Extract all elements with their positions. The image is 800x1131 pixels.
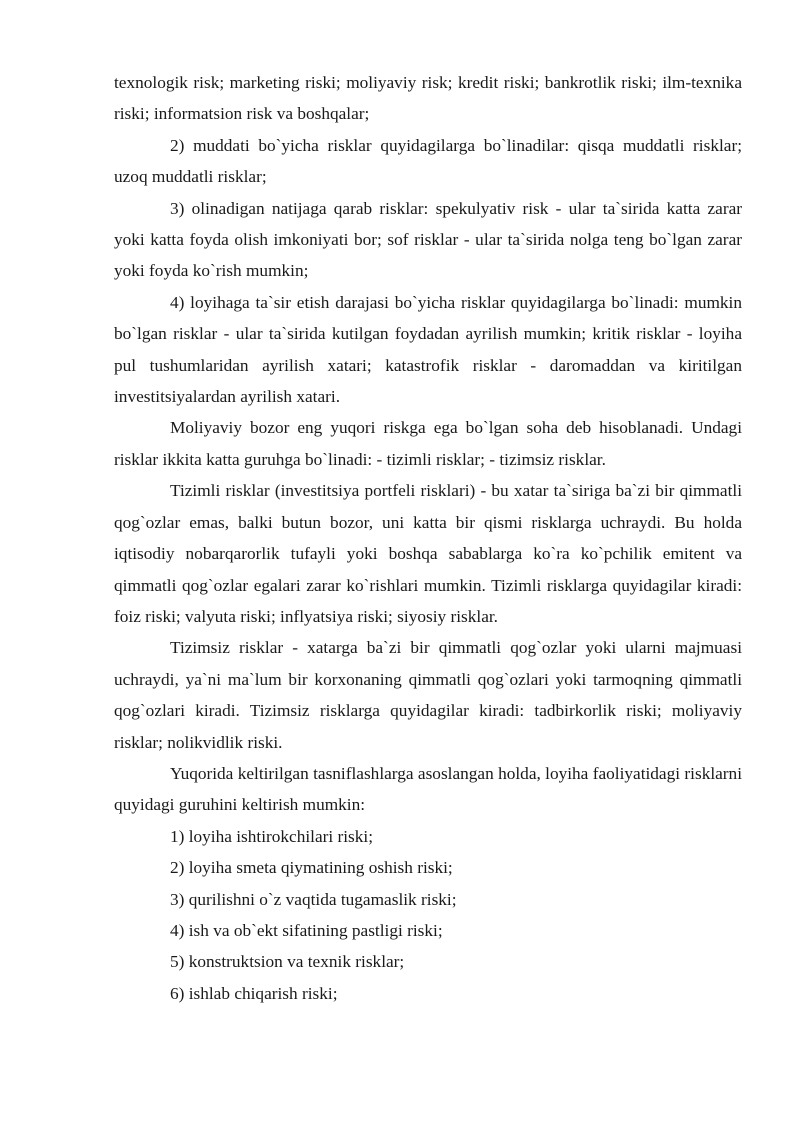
paragraph-project-risk-groups: Yuqorida keltirilgan tasniflashlarga asoslangan holda, loyiha faoliyatidagi risklarni quyidagi guruhini keltirish mumkin: bbox=[114, 763, 742, 815]
list-item: 5) konstruktsion va texnik risklar; bbox=[170, 952, 405, 972]
list-item: 4) ish va ob`ekt sifatining pastligi riski; bbox=[170, 920, 443, 940]
paragraph-systematic-risks: Tizimli risklar (investitsiya portfeli risklari) - bu xatar ta`siriga ba`zi bir qimmatli qog`ozlar emas, balki butun bozor, uni katta bir qismi risklarga uchraydi. Bu holda iqtisodiy nobarqarorlik tufayli yoki boshqa sabablarga ko`ra ko`pchilik emitent va qimmatli qog`ozlar egalari zarar ko`rishlari mumkin. Tizimli risklarga quyidagilar kiradi: foiz riski; valyuta riski; inflyatsiya riski; siyosiy risklar. bbox=[114, 481, 742, 626]
paragraph-risk-outcome: 3) olinadigan natijaga qarab risklar: spekulyativ risk - ular ta`sirida katta zarar yoki katta foyda olish imkoniyati bor; sof risklar - ular ta`sirida nolga teng bo`lgan zarar yoki foyda ko`rish mumkin; bbox=[114, 198, 742, 281]
list-item: 1) loyiha ishtirokchilari riski; bbox=[170, 826, 374, 846]
list-item: 6) ishlab chiqarish riski; bbox=[170, 983, 338, 1003]
paragraph-risk-duration: 2) muddati bo`yicha risklar quyidagilarga bo`linadilar: qisqa muddatli risklar; uzoq muddatli risklar; bbox=[114, 135, 742, 187]
paragraph-risk-impact: 4) loyihaga ta`sir etish darajasi bo`yicha risklar quyidagilarga bo`linadi: mumkin bo`lgan risklar - ular ta`sirida kutilgan foydadan ayrilish mumkin; kritik risklar - loyiha pul tushumlaridan ayrilish xatari; katastrofik risklar - daromaddan va kiritilgan investitsiyalardan ayrilish xatari. bbox=[114, 292, 742, 407]
paragraph-financial-market: Moliyaviy bozor eng yuqori riskga ega bo`lgan soha deb hisoblanadi. Undagi risklar ikkita katta guruhga bo`linadi: - tizimli risklar; - tizimsiz risklar. bbox=[114, 418, 742, 469]
list-item: 3) qurilishni o`z vaqtida tugamaslik riski; bbox=[170, 889, 457, 909]
list-item: 2) loyiha smeta qiymatining oshish riski; bbox=[170, 858, 453, 878]
paragraph-unsystematic-risks: Tizimsiz risklar - xatarga ba`zi bir qimmatli qog`ozlar yoki ularni majmuasi uchraydi, ya`ni ma`lum bir korxonaning qimmatli qog`ozlari yoki tarmoqning qimmatli qog`ozlari kiradi. Tizimsiz risklarga quyidagilar kiradi: tadbirkorlik riski; moliyaviy risklar; nolikvidlik riski. bbox=[114, 638, 742, 752]
paragraph-continuation: texnologik risk; marketing riski; moliyaviy risk; kredit riski; bankrotlik riski; ilm-texnika riski; informatsion risk va boshqalar; bbox=[114, 73, 742, 124]
